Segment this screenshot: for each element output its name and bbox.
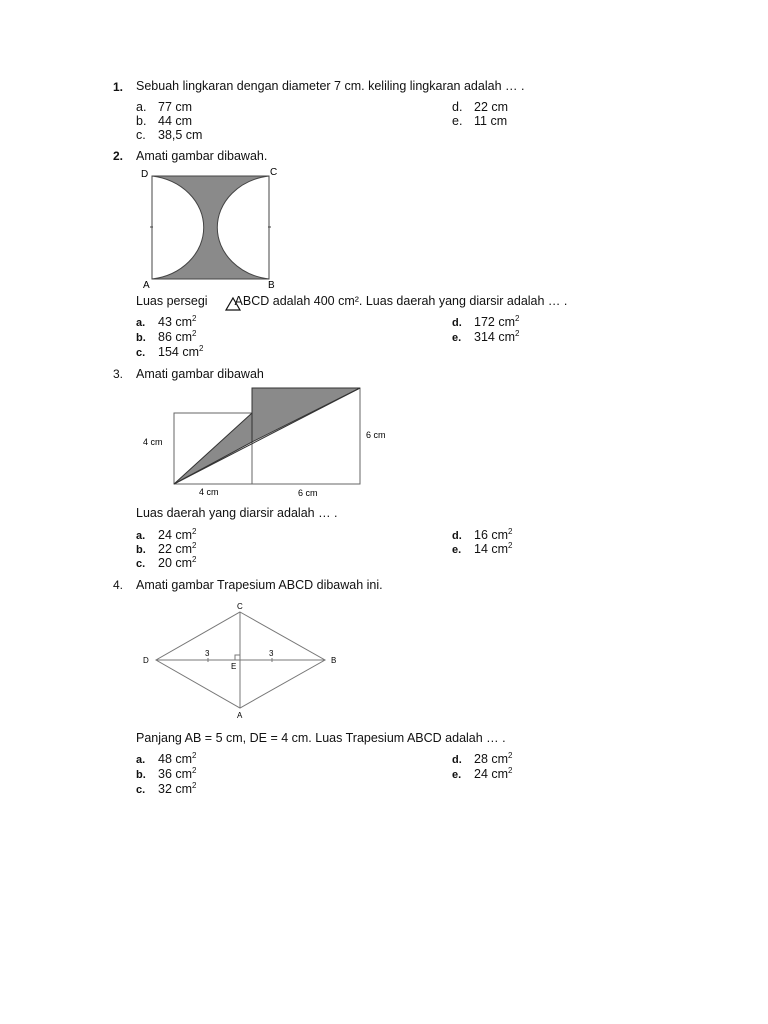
q4-figure [138, 598, 358, 723]
bottom-left-label: 4 cm [199, 487, 219, 497]
shaded-lower-triangle [174, 413, 252, 484]
q3-option-c[interactable]: c. 20 $cm^2$ [136, 555, 197, 570]
question-3-text: Amati gambar dibawah [136, 367, 264, 381]
q1-option-c[interactable]: c. 38,5 cm [136, 128, 203, 142]
right-angle-marker [235, 655, 240, 660]
right-side-label: 6 cm [366, 430, 386, 440]
question-1-number: 1. [113, 80, 124, 94]
q3-option-b[interactable]: b. 22 $cm^2$ [136, 541, 197, 556]
question-2-number: 2. [113, 149, 124, 163]
vertex-a-label: A [237, 711, 243, 720]
triangle-icon [225, 297, 241, 311]
right-length-label: 3 [269, 649, 274, 658]
vertex-c-label: C [270, 167, 278, 178]
q3-question: Luas daerah yang diarsir adalah … . [136, 506, 338, 520]
point-e-label: E [231, 662, 237, 671]
question-3-number: 3. [113, 367, 124, 381]
question-4-number: 4. [113, 578, 124, 592]
q2-figure [138, 166, 298, 296]
q2-option-b[interactable]: b. 86 $cm^2$ [136, 329, 197, 344]
bottom-right-label: 6 cm [298, 488, 318, 498]
q4-option-c[interactable]: c. 32 $cm^2$ [136, 781, 197, 796]
q4-option-b[interactable]: b. 36 $cm^2$ [136, 766, 197, 781]
question-2-text: Amati gambar dibawah. [136, 149, 268, 163]
q1-option-b[interactable]: b. 44 cm [136, 114, 193, 128]
q1-option-e[interactable]: e. 11 cm [452, 114, 508, 128]
q3-figure [138, 382, 398, 502]
question-1-text: Sebuah lingkaran dengan diameter 7 cm. keliling lingkaran adalah … . [136, 79, 525, 93]
q1-option-d[interactable]: d. 22 cm [452, 100, 509, 114]
q4-option-a[interactable]: a. 48 $cm^2$ [136, 751, 197, 766]
vertex-b-label: B [331, 656, 337, 665]
q2-question: Luas persegi ABCD adalah 400 cm². Luas daerah yang diarsir adalah … . [136, 294, 567, 311]
shaded-region [152, 176, 269, 279]
q4-question: Panjang AB = 5 cm, DE = 4 cm. Luas Trapesium ABCD adalah … . [136, 731, 506, 745]
q4-option-d[interactable]: d. 28 $cm^2$ [452, 751, 513, 766]
question-4-text: Amati gambar Trapesium ABCD dibawah ini. [136, 578, 383, 592]
left-side-label: 4 cm [143, 437, 163, 447]
vertex-a-label: A [143, 280, 150, 291]
vertex-b-label: B [268, 280, 275, 291]
vertex-d-label: D [143, 656, 149, 665]
vertex-c-label: C [237, 602, 243, 611]
q3-option-e[interactable]: e. 14 $cm^2$ [452, 541, 513, 556]
q3-option-a[interactable]: a. 24 $cm^2$ [136, 527, 197, 542]
q2-option-e[interactable]: e. 314 $cm^2$ [452, 329, 520, 344]
q3-option-d[interactable]: d. 16 $cm^2$ [452, 527, 513, 542]
q2-option-d[interactable]: d. 172 $cm^2$ [452, 314, 520, 329]
q4-option-e[interactable]: e. 24 $cm^2$ [452, 766, 513, 781]
q2-option-c[interactable]: c. 154 $cm^2$ [136, 344, 204, 359]
vertex-d-label: D [141, 169, 149, 180]
q1-option-a[interactable]: a. 77 cm [136, 100, 193, 114]
left-length-label: 3 [205, 649, 210, 658]
q2-option-a[interactable]: a. 43 $cm^2$ [136, 314, 197, 329]
